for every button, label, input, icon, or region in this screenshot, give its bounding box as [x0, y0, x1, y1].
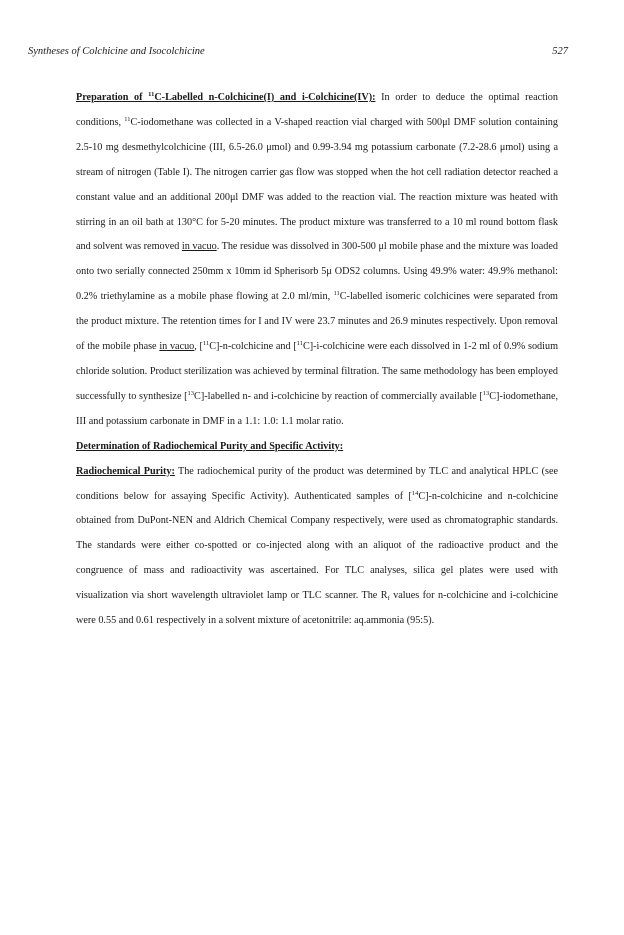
running-title: Syntheses of Colchicine and Isocolchicine [28, 46, 205, 57]
body-text [76, 86, 558, 634]
radiochemical-purity-heading: Radiochemical Purity: [76, 465, 175, 477]
determination-heading: Determination of Radiochemical Purity and Specific Activity: [76, 440, 344, 452]
preparation-heading: Preparation of $^{11}$C-Labelled n-Colchicine(I) and i-Colchicine(IV): [76, 91, 376, 103]
page-number: 527 [552, 46, 568, 57]
preparation-paragraph: Preparation of $^{11}$C-Labelled n-Colchicine(I) and i-Colchicine(IV): In order to deduce the optimal reaction conditions, $^{11}$C-iodomethane was collected in a V-shaped reaction vial charged with 500μl DMF solution containing 2.5-10 mg desmethylcolchicine (III, 6.5-26.0 μmol) and 0.99-3.94 mg potassium carbonate (7.2-28.6 μmol) using a stream of nitrogen (Table I). The nitrogen carrier gas flow was stopped when the hot cell radiation detector reached a constant value and an additional 200μl DMF was added to the reaction vial. The reaction mixture was heated with stirring in an oil bath at 130°C for 5-20 minutes. The product mixture was transferred to a 10 ml round bottom flask and solvent was removed in vacuo. The residue was dissolved in 300-500 μl mobile phase and the mixture was loaded onto two serially connected 250mm x 10mm id Spherisorb 5μ ODS2 columns. Using 49.9% water: 49.9% methanol: 0.2% triethylamine as a mobile phase flowing at 2.0 ml/min, $^{11}$C-labelled isomeric colchicines were separated from the product mixture. The retention times for I and IV were 23.7 minutes and 26.9 minutes respectively. Upon removal of the mobile phase in vacuo, [$^{11}$C]-n-colchicine and [$^{11}$C]-i-colchicine were each dissolved in 1-2 ml of 0.9% sodium chloride solution. Product sterilization was achieved by terminal filtration. The same methodology has been employed successfully to synthesize [$^{13}$C]-labelled n- and i-colchicine by reaction of commercially available [$^{13}$C]-iodomethane, III and potassium carbonate in DMF in a 1.1: 1.0: 1.1 molar ratio. [76, 91, 559, 427]
radiochemical-purity-paragraph: Radiochemical Purity: The radiochemical purity of the product was determined by TLC and analytical HPLC (see conditions below for assaying Specific Activity). Authenticated samples of [$^{14}$C]-n-colchicine and n-colchicine obtained from DuPont-NEN and Aldrich Chemical Company respectively, were used as chromatographic standards. The standards were either co-spotted or co-injected along with an aliquot of the radioactive product and the congruence of mass and radioactivity was ascertained. For TLC analyses, silica gel plates were used with visualization via short wavelength ultraviolet lamp or TLC scanner. The $R_f$ values for n-colchicine and i-colchicine were 0.55 and 0.61 respectively in a solvent mixture of acetonitrile: aq.ammonia (95:5). [76, 465, 558, 627]
